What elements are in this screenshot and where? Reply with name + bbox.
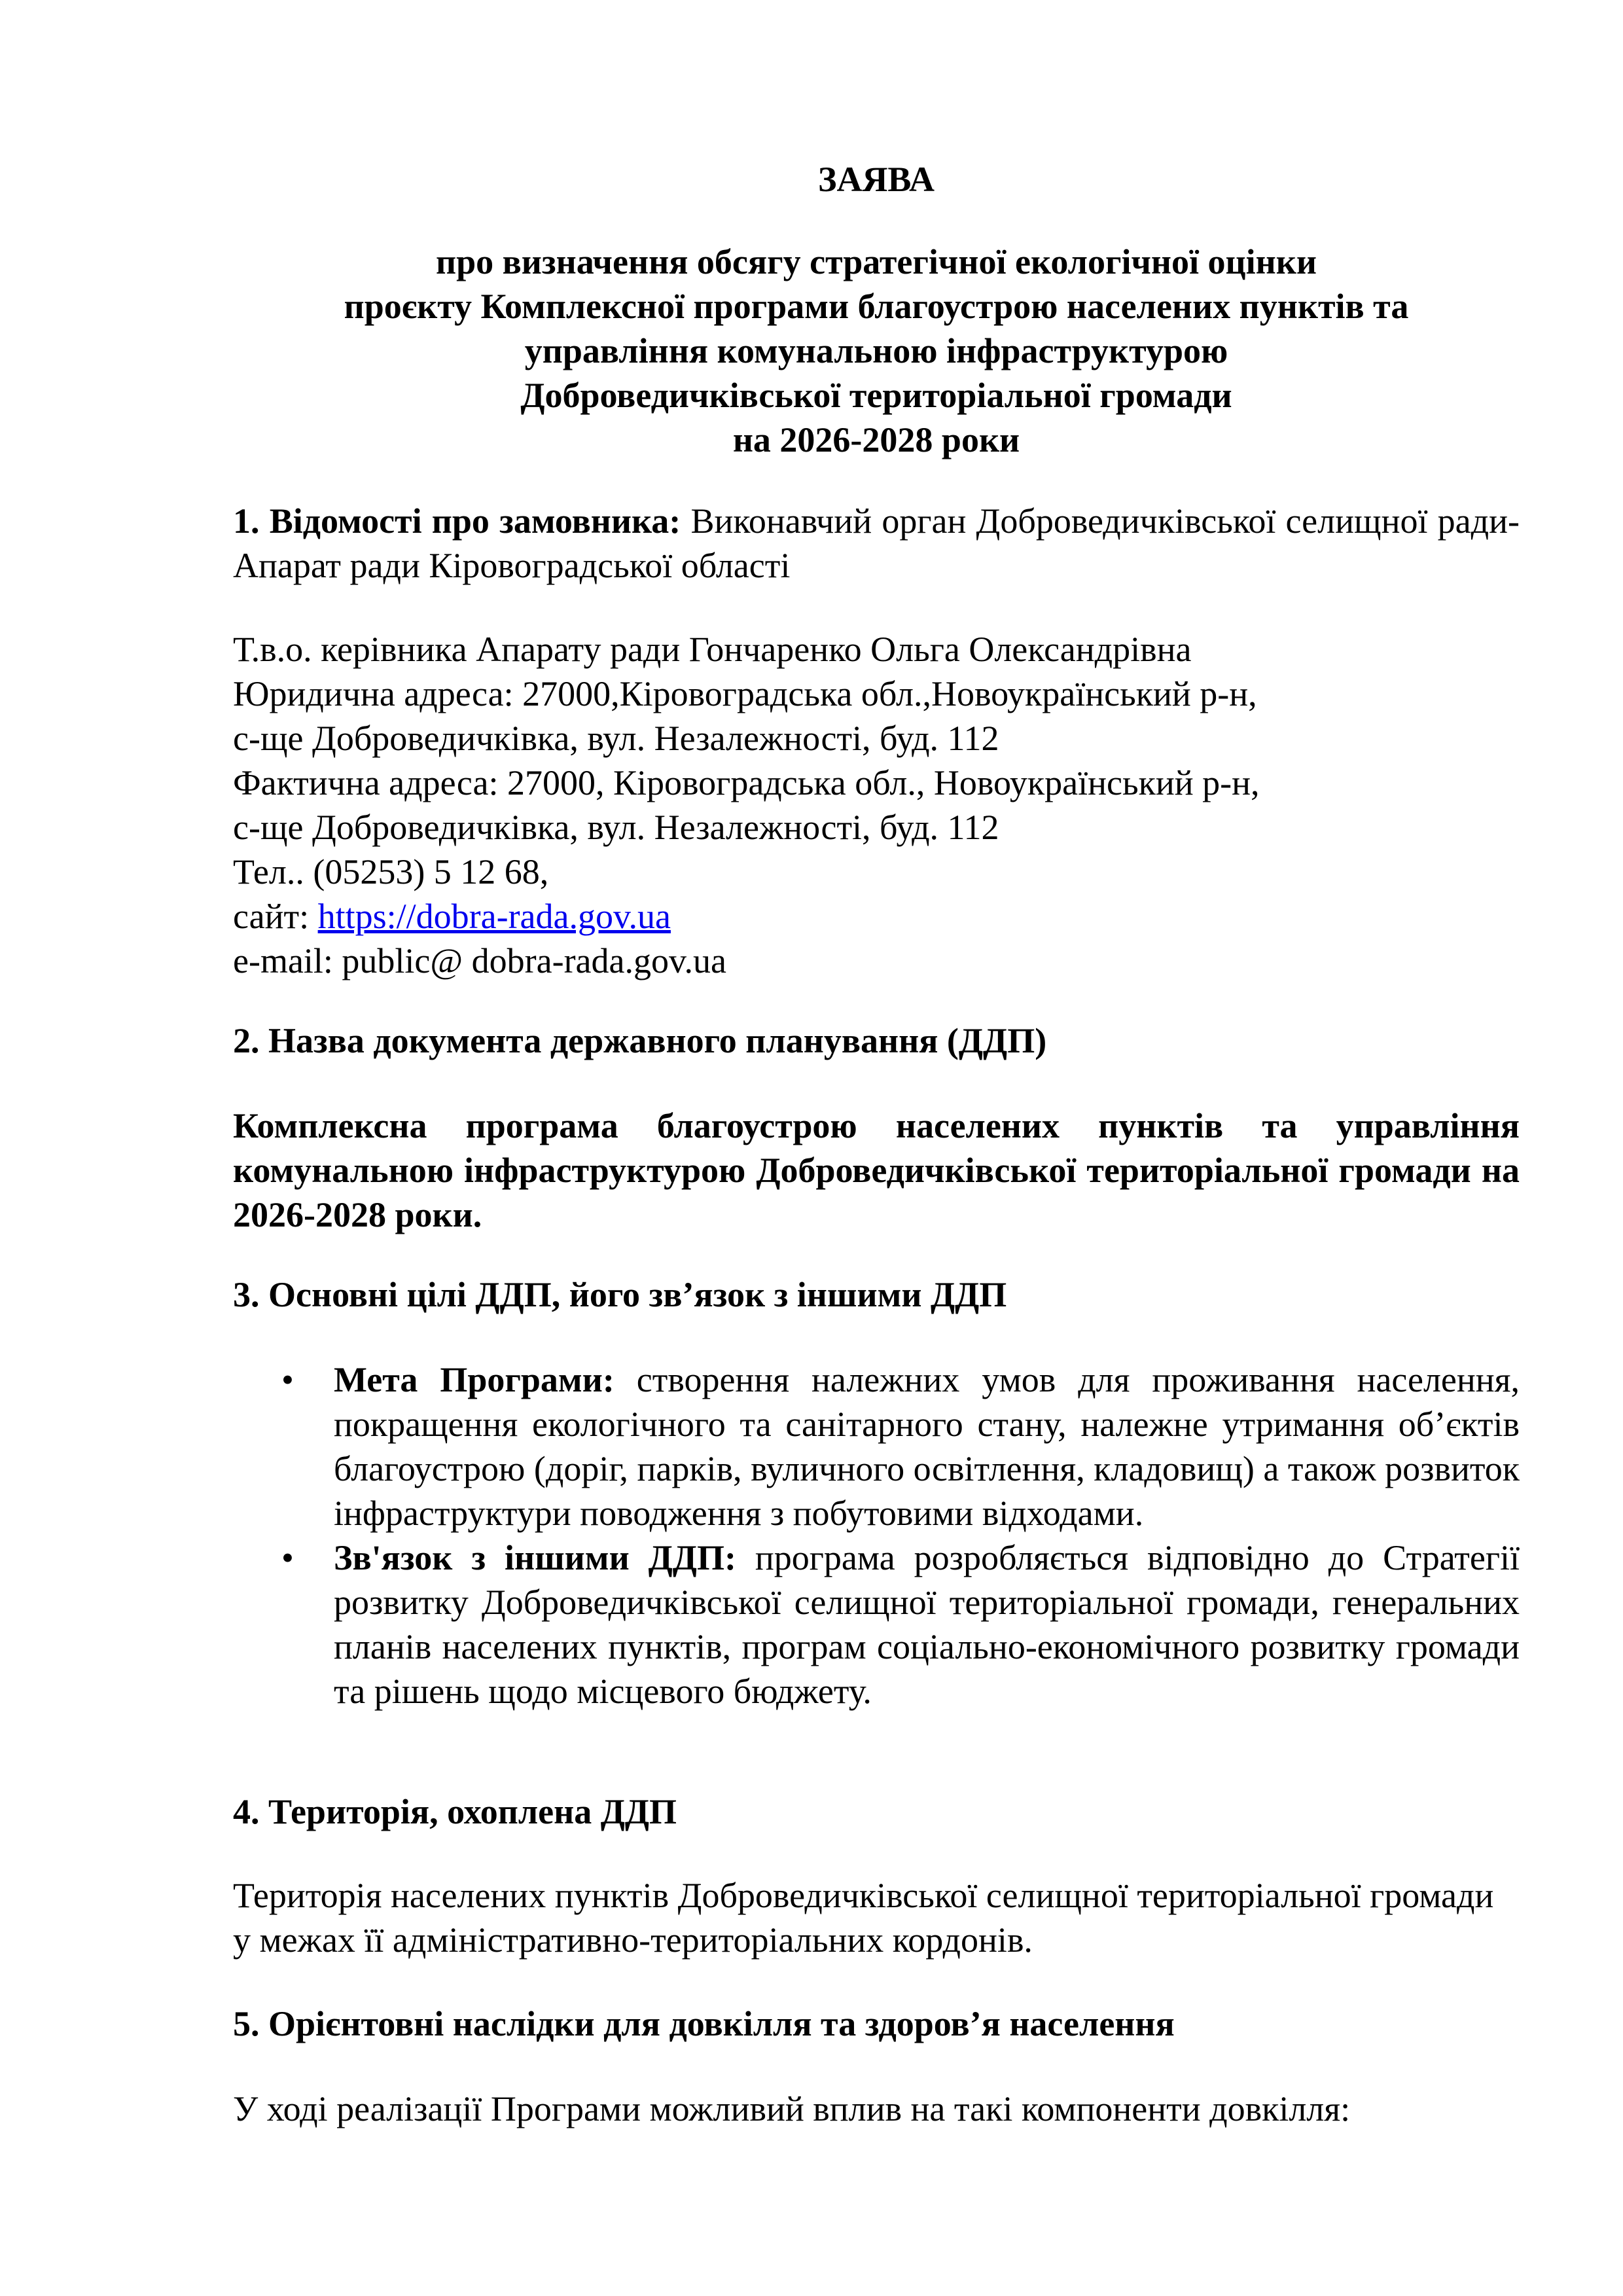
subtitle-line: управління комунальною інфраструктурою xyxy=(524,331,1228,370)
section-5-heading: 5. Орієнтовні наслідки для довкілля та здоров’я населення xyxy=(233,2004,1175,2043)
bullet-label: Мета Програми: xyxy=(334,1360,615,1399)
document-title: ЗАЯВА xyxy=(817,160,935,199)
website-link[interactable]: https://dobra-rada.gov.ua xyxy=(317,897,671,936)
list-item xyxy=(233,1357,1520,1535)
bullet-text: створення належних умов для проживання населення, покращення екологічного та санітарного стану, належне утримання об’єктів благоустрою (доріг, парків, вуличного освітлення, кладовищ) а також розвиток інфраструктури поводження з побутовими відходами. xyxy=(334,1360,1520,1533)
section-2-text: Комплексна програма благоустрою населених пунктів та управління комунальною інфраструктурою Доброведичківської територіальної громади на 2026-2028 роки. xyxy=(233,1106,1520,1234)
section-1-customer xyxy=(233,499,1520,588)
bullet-icon: • xyxy=(281,1360,294,1399)
legal-address-line-2: с-ще Доброведичківка, вул. Незалежності, буд. 112 xyxy=(233,719,999,758)
section-1-heading: 1. Відомості про замовника: xyxy=(233,501,681,541)
section-4-text: Територія населених пунктів Доброведичківської селищної територіальної громади у межах її адміністративно-територіальних кордонів. xyxy=(233,1876,1494,1960)
section-3-heading: 3. Основні цілі ДДП, його зв’язок з іншими ДДП xyxy=(233,1275,1007,1314)
actual-address-line-2: с-ще Доброведичківка, вул. Незалежності, буд. 112 xyxy=(233,808,999,847)
bullet-text: програма розробляється відповідно до Стратегії розвитку Доброведичківської селищної територіальної громади, генеральних планів населених пунктів, програм соціально-економічного розвитку громади та рішень щодо місцевого бюджету. xyxy=(334,1538,1520,1711)
phone-line: Тел.. (05253) 5 12 68, xyxy=(233,852,549,891)
goals-list xyxy=(233,1357,1520,1713)
contact-details xyxy=(233,627,1520,983)
bullet-icon: • xyxy=(281,1538,294,1577)
subtitle-line: проєкту Комплексної програми благоустрою населених пунктів та xyxy=(344,287,1409,326)
email-line: e-mail: public@ dobra-rada.gov.ua xyxy=(233,941,726,980)
website-line xyxy=(233,894,1520,939)
website-label: сайт: xyxy=(233,897,318,936)
bullet-label: Зв'язок з іншими ДДП: xyxy=(334,1538,736,1577)
subtitle-line: про визначення обсягу стратегічної екологічної оцінки xyxy=(435,242,1317,281)
document-subtitle xyxy=(233,240,1520,462)
section-5-text: У ході реалізації Програми можливий вплив на такі компоненти довкілля: xyxy=(233,2089,1351,2128)
actual-address-line: Фактична адреса: 27000, Кіровоградська обл., Новоукраїнський р-н, xyxy=(233,763,1260,802)
section-2-heading: 2. Назва документа державного планування (ДДП) xyxy=(233,1021,1047,1060)
subtitle-line: на 2026-2028 роки xyxy=(732,420,1020,459)
section-4-heading: 4. Територія, охоплена ДДП xyxy=(233,1792,677,1831)
legal-address-line: Юридична адреса: 27000,Кіровоградська обл.,Новоукраїнський р-н, xyxy=(233,674,1257,713)
section-1-text: Виконавчий орган Доброведичківської селищної ради-Апарат ради Кіровоградської області xyxy=(233,501,1520,585)
subtitle-line: Доброведичківської територіальної громади xyxy=(520,376,1232,415)
list-item xyxy=(233,1535,1520,1713)
section-3-bullets xyxy=(233,1357,1520,1713)
contact-head-line: Т.в.о. керівника Апарату ради Гончаренко Ольга Олександрівна xyxy=(233,630,1192,669)
